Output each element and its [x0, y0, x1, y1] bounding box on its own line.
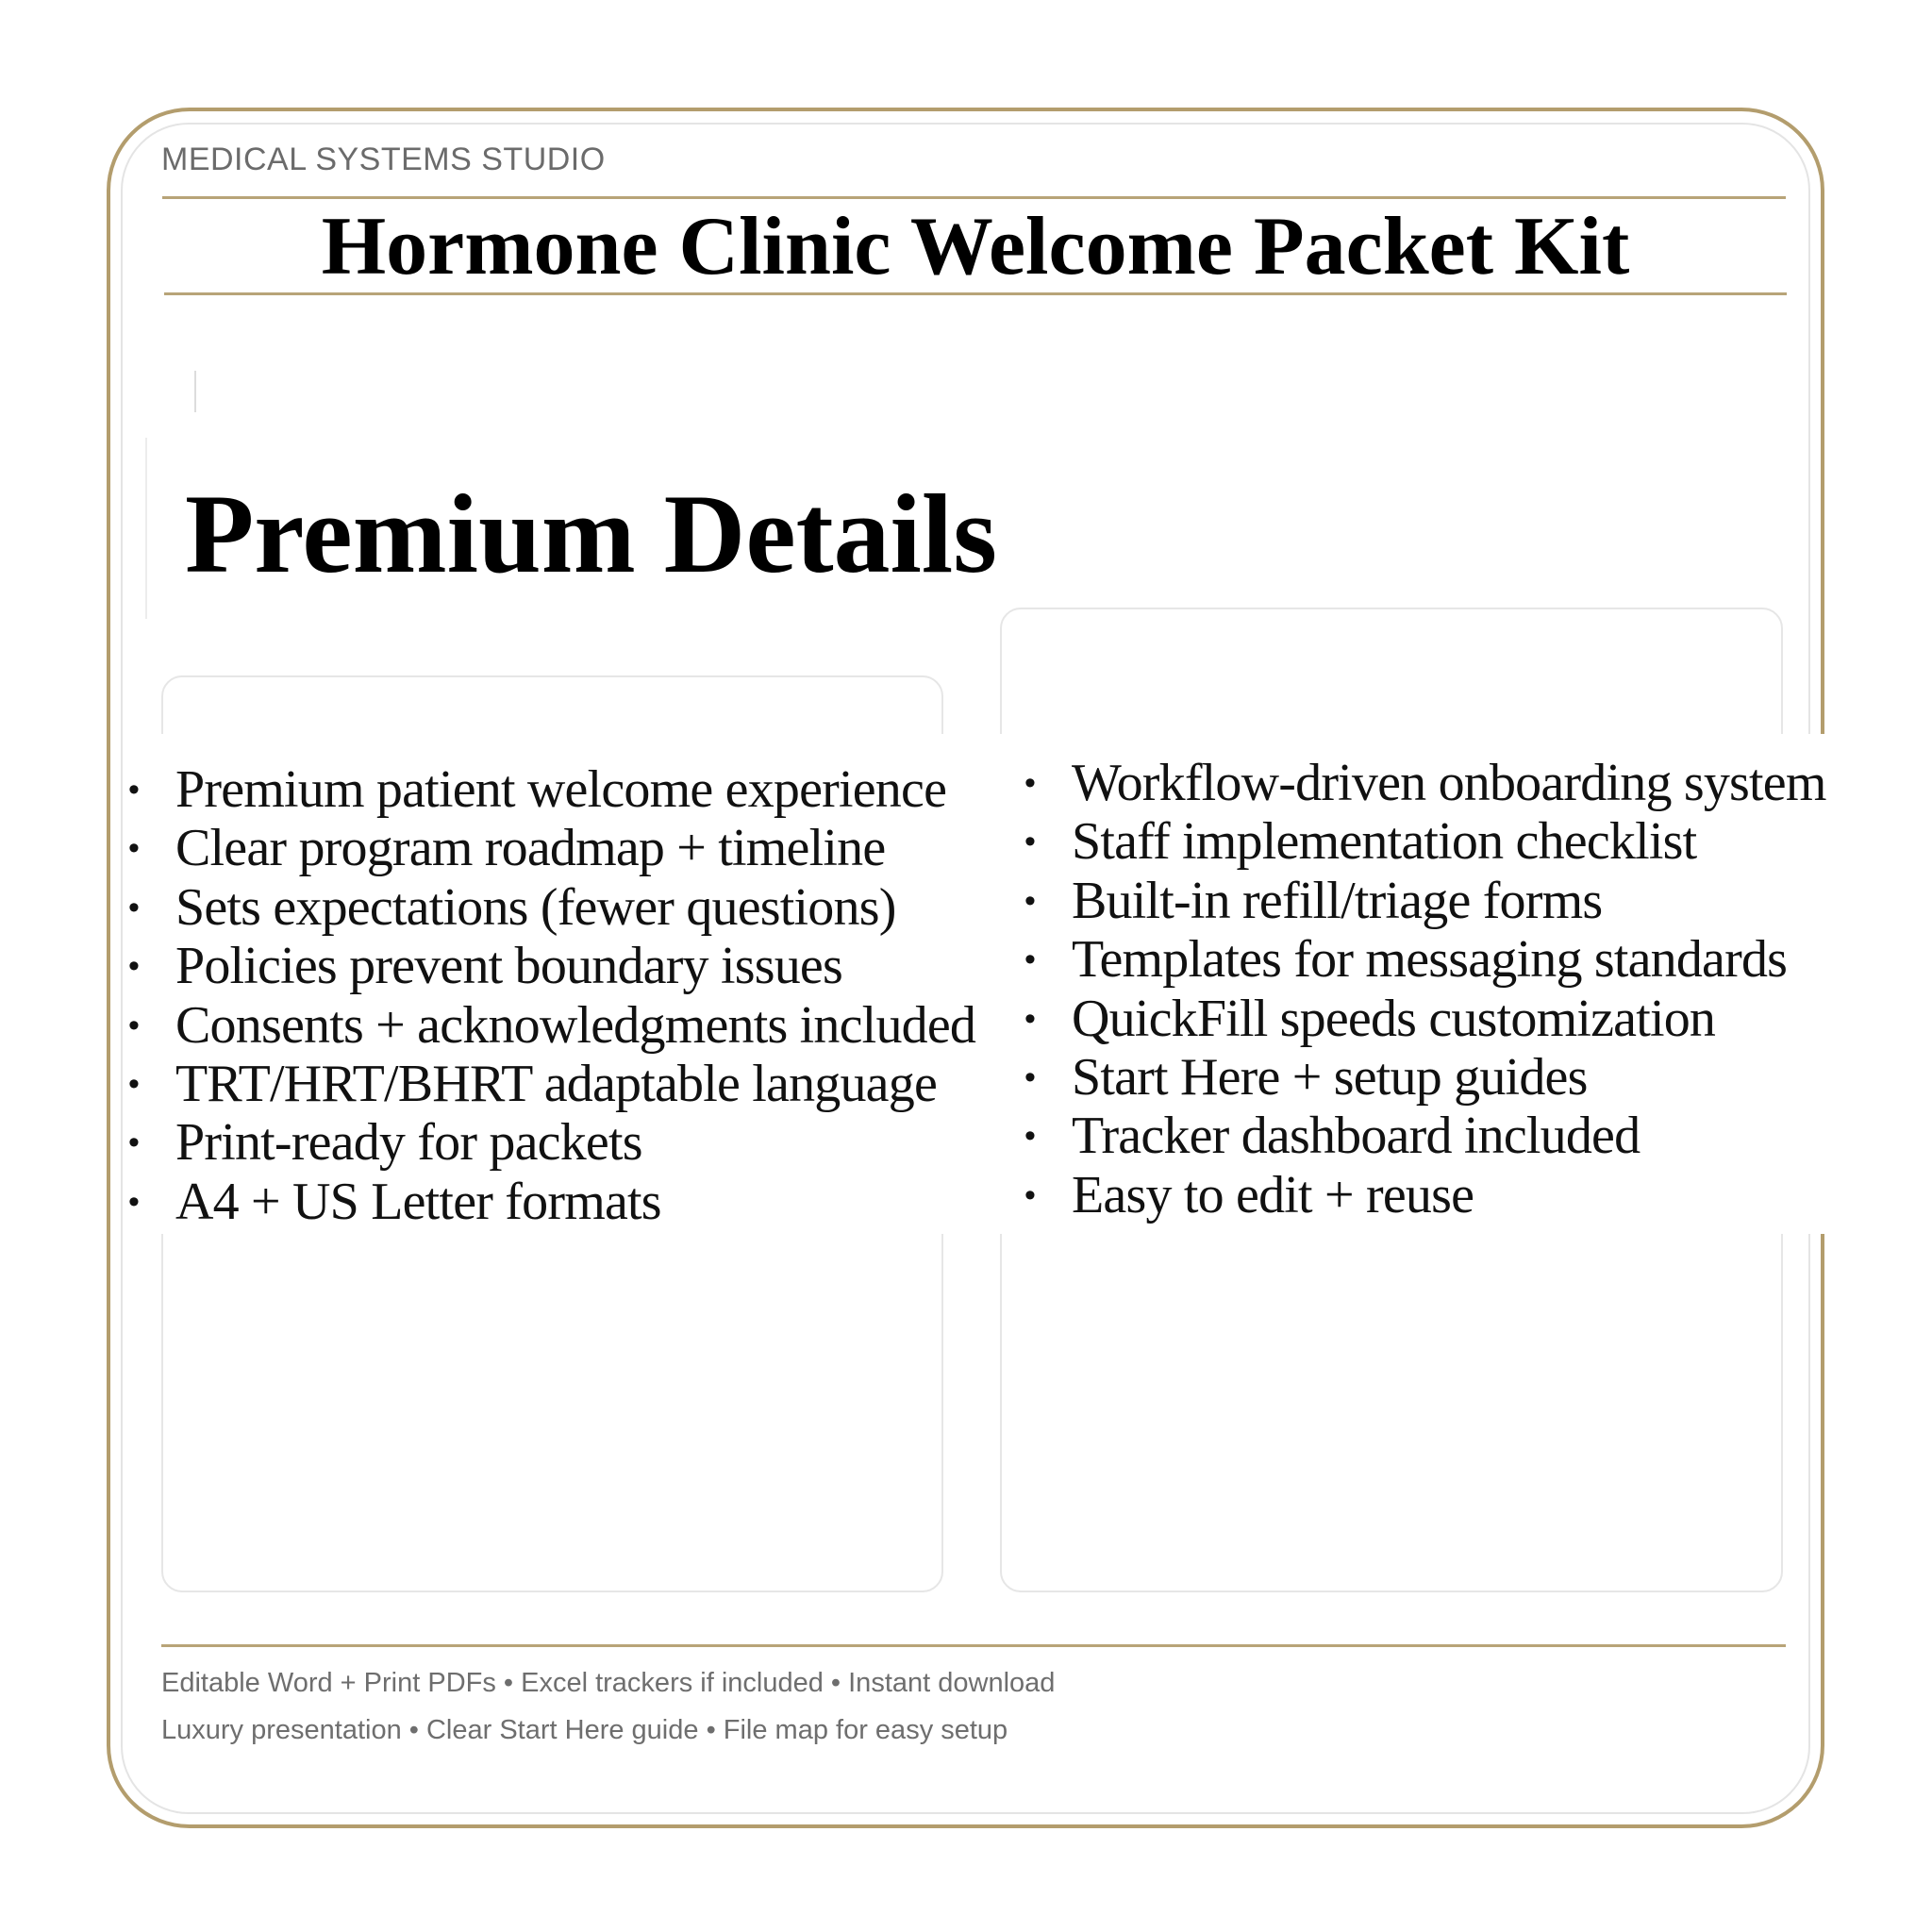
title-divider: [164, 292, 1787, 295]
list-item: • Workflow-driven onboarding system: [1021, 754, 1826, 812]
list-item: • Templates for messaging standards: [1021, 930, 1826, 989]
list-item: • Staff implementation checklist: [1021, 812, 1826, 871]
list-item: • Premium patient welcome experience: [125, 760, 975, 819]
list-item: • Start Here + setup guides: [1021, 1048, 1826, 1107]
page-title: Hormone Clinic Welcome Packet Kit: [321, 201, 1630, 292]
footer-divider: [161, 1644, 1786, 1647]
list-item: • Easy to edit + reuse: [1021, 1166, 1826, 1224]
list-item: • Built-in refill/triage forms: [1021, 872, 1826, 930]
list-item: • QuickFill speeds customization: [1021, 990, 1826, 1048]
section-edge: [145, 438, 147, 619]
list-item: • Clear program roadmap + timeline: [125, 819, 975, 877]
list-item: • Tracker dashboard included: [1021, 1107, 1826, 1165]
list-item: • Sets expectations (fewer questions): [125, 878, 975, 937]
footer-line-1: Editable Word + Print PDFs • Excel trackers if included • Instant download: [161, 1668, 1056, 1698]
section-heading: Premium Details: [185, 471, 997, 596]
right-feature-list: [1021, 754, 1826, 1224]
list-item: • Policies prevent boundary issues: [125, 937, 975, 995]
list-item: • Consents + acknowledgments included: [125, 996, 975, 1055]
footer-line-2: Luxury presentation • Clear Start Here guide • File map for easy setup: [161, 1715, 1008, 1745]
brand-label: MEDICAL SYSTEMS STUDIO: [161, 142, 606, 177]
list-item: • Print-ready for packets: [125, 1113, 975, 1172]
top-divider: [162, 196, 1786, 199]
left-feature-list: [125, 760, 975, 1231]
list-item: • TRT/HRT/BHRT adaptable language: [125, 1055, 975, 1113]
list-item: • A4 + US Letter formats: [125, 1173, 975, 1231]
decorative-tick: [194, 371, 196, 412]
